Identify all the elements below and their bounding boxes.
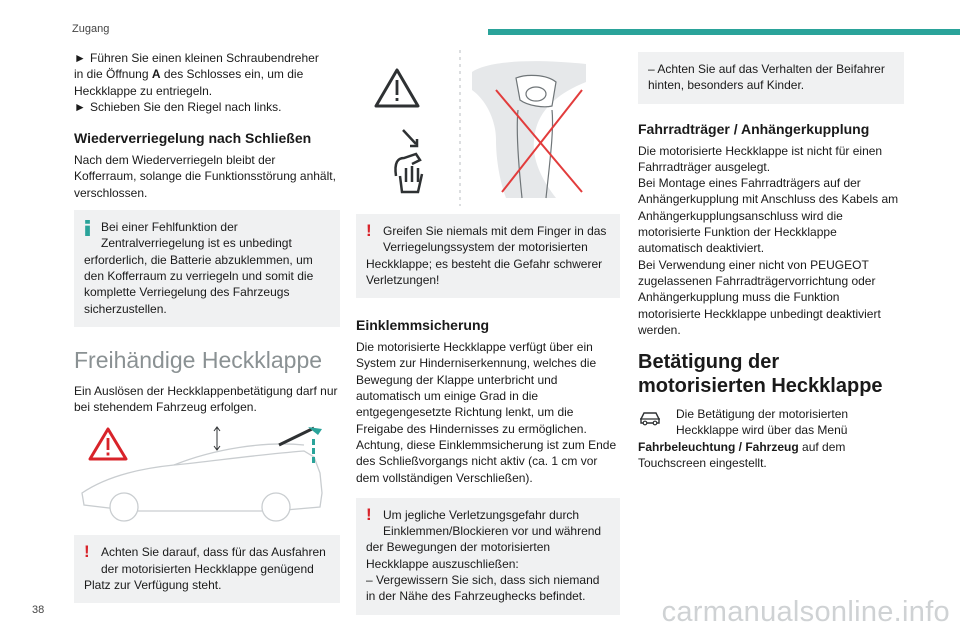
heading-relock: Wiederverriegelung nach Schließen: [74, 130, 312, 147]
instruction-step-1: ► Führen Sie einen kleinen Schraubendreher in die Öffnung A des Schlosses ein, um die Heckklappe zu entriegeln.: [74, 51, 319, 98]
warning-box-finger: ! Greifen Sie niemals mit dem Finger in das Verriegelungssystem der motorisierten Heckklappe; es besteht die Gefahr schwerer Verletzungen!: [356, 214, 620, 298]
column-2: [356, 50, 620, 624]
watermark: carmanualsonline.info: [661, 596, 950, 628]
warning-triangle-icon: [90, 429, 126, 459]
heading-bike-carrier: Fahrradträger / Anhängerkupplung: [638, 120, 870, 137]
warning-box-pinch: ! Um jegliche Verletzungsgefahr durch Einklemmen/Blockieren vor und während der Bewegungen der motorisierten Heckklappe auszuschließen: – Vergewissern Sie sich, dass sich niemand in der Nähe des Fahrzeughecks befindet.: [356, 498, 620, 615]
car-tailgate-illustration: [74, 423, 340, 523]
pinch-text-1: Die motorisierte Heckklappe verfügt über ein System zur Hinderniserkennung, welches die Bewegung der Klappe unterbricht und automatisch um einige Grad in die entgegengesetzte Richtung lenkt, um die Freigabe des Hindernisses zu ermöglichen.: [356, 340, 597, 436]
header-accent-bar: [488, 29, 960, 35]
section-label: Zugang: [72, 23, 110, 35]
pinch-text-2: Achtung, diese Einklemmsicherung ist zum Ende des Schließvorgangs nicht aktiv (ca. 1 cm vor dem vollständigen Verschließen).: [356, 437, 617, 485]
hand-press-icon: [395, 130, 422, 192]
page-number: 38: [32, 604, 45, 616]
column-3: [638, 50, 904, 471]
column-1: [74, 50, 340, 612]
warning-triangle-icon: [376, 70, 418, 106]
warning-icon: !: [366, 504, 372, 524]
warning-icon: !: [84, 542, 90, 562]
relock-text: Nach dem Wiederverriegeln bleibt der Kofferraum, solange die Funktionsstörung anhält, verschlossen.: [74, 153, 336, 200]
bike-text: Die motorisierte Heckklappe ist nicht für einen Fahrradträger ausgelegt. Bei Montage eines Fahrradträgers auf der Anhängerkupplung mit Anschluss des Kabels am Anhängerkupplungsanschluss wird die motorisierte Funktion der Heckklappe automatisch deaktiviert. Bei Verwendung einer nicht von PEUGEOT zugelassenen Fahrradträgervorrichtung oder Anhängerkupplung muss die Funktion motorisierte Heckklappe unbedingt deaktiviert werden.: [638, 143, 899, 337]
operate-text-end: Touchscreen eingestellt.: [638, 456, 767, 471]
car-settings-icon: [638, 410, 662, 426]
heading-operate-tailgate: Betätigung der motorisierten Heckklappe: [638, 351, 883, 398]
heading-handsfree: Freihändige Heckklappe: [74, 346, 323, 373]
warning-box-space: ! Achten Sie darauf, dass für das Ausfahren der motorisierten Heckklappe genügend Platz zur Verfügung steht.: [74, 535, 340, 603]
operate-text-cont: Fahrbeleuchtung / Fahrzeug auf dem: [638, 439, 846, 454]
passenger-note-box: – Achten Sie auf das Verhalten der Beifahrer hinten, besonders auf Kinder.: [638, 52, 904, 104]
heading-pinch-protection: Einklemmsicherung: [356, 317, 490, 334]
finger-pinch-illustration: [356, 50, 620, 206]
instruction-step-2: ► Schieben Sie den Riegel nach links.: [74, 99, 282, 114]
warning-icon: !: [366, 221, 372, 240]
info-box: Bei einer Fehlfunktion der Zentralverriegelung ist es unbedingt erforderlich, die Batterie abzuklemmen, um den Kofferraum zu verriegeln und somit die komplette Verriegelung des Fahrzeugs sicherzustellen.: [74, 210, 340, 327]
operate-text: Die Betätigung der motorisierten Heckklappe wird über das Menü: [638, 406, 904, 439]
info-icon: [84, 220, 92, 236]
handsfree-text: Ein Auslösen der Heckklappenbetätigung darf nur bei stehendem Fahrzeug erfolgen.: [74, 383, 338, 415]
